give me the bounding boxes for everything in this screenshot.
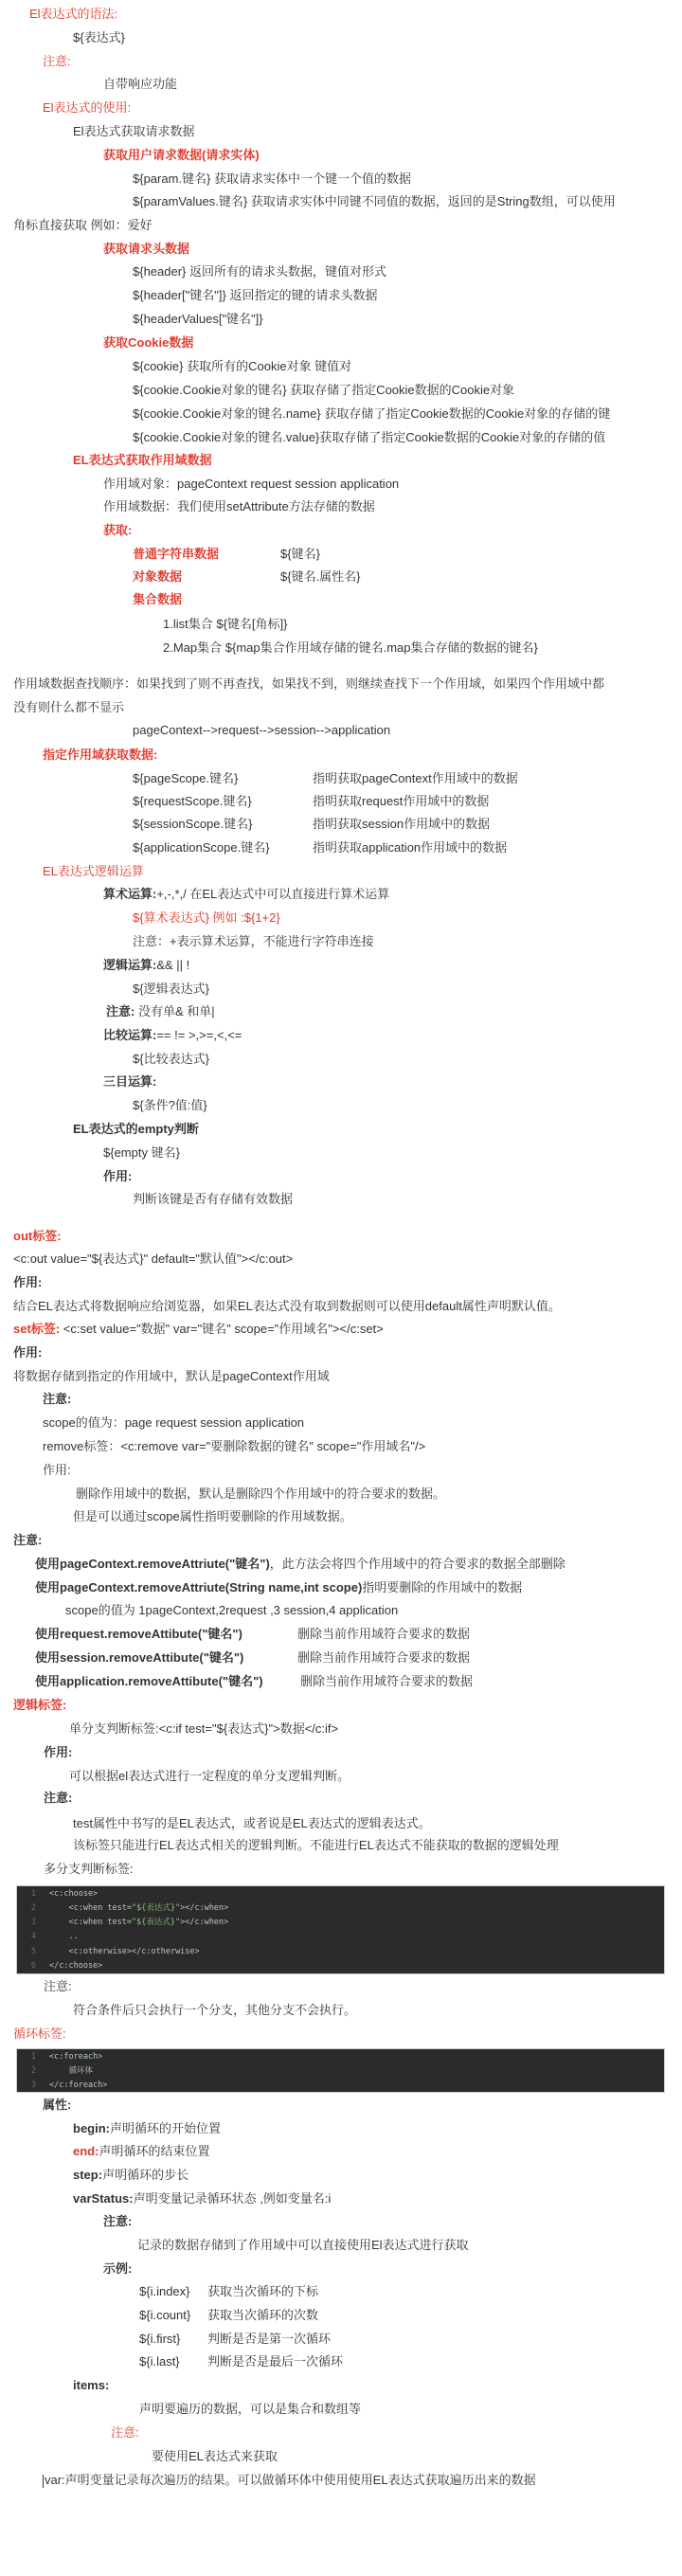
- text-line: ${cookie.Cookie对象的键名.value}获取存储了指定Cookie数据的Cookie对象的存储的值: [133, 430, 606, 444]
- text-line: 声明要遍历的数据，可以是集合和数组等: [139, 2402, 362, 2416]
- attr-end: end:声明循环的结束位置: [73, 2144, 210, 2158]
- text-line: 逻辑运算:&& || !: [103, 958, 190, 972]
- code-line: 2 循环体: [30, 2066, 93, 2076]
- text-line: ${cookie.Cookie对象的键名.name} 获取存储了指定Cookie数据的Cookie对象的存储的键: [133, 406, 611, 421]
- text-line: ${param.键名} 获取请求实体中一个键一个值的数据: [133, 171, 411, 186]
- text-line: ${empty 键名}: [103, 1145, 180, 1160]
- scope-row: ${applicationScope.键名} 指明获取application作用域中的数据: [133, 840, 508, 855]
- code-line: 1 <c:choose>: [30, 1889, 99, 1899]
- attr-var[interactable]: var:声明变量记录每次遍历的结果。可以做循环体中使用使用EL表达式获取遍历出来的数据: [45, 2473, 536, 2487]
- text-line: 1.list集合 ${键名[角标]}: [163, 617, 288, 631]
- scope-row: ${pageScope.键名} 指明获取pageContext作用域中的数据: [133, 771, 518, 785]
- text-line: 该标签只能进行EL表达式相关的逻辑判断。不能进行EL表达式不能获取的数据的逻辑处理: [73, 1838, 559, 1852]
- heading-set-tag: set标签: <c:set value="数据" var="键名" scope="作用域名"></c:set>: [13, 1322, 384, 1336]
- text-line: 角标直接获取 例如：爱好: [13, 218, 153, 232]
- text-line: 单分支判断标签:<c:if test="${表达式}">数据</c:if>: [69, 1721, 339, 1736]
- code-line: 5 <c:otherwise></c:otherwise>: [30, 1947, 200, 1956]
- text-line: scope的值为：page request session application: [43, 1415, 305, 1430]
- text-line: remove标签：<c:remove var="要删除数据的键名" scope="作用域名"/>: [43, 1439, 426, 1453]
- scope-row: ${sessionScope.键名} 指明获取session作用域中的数据: [133, 817, 491, 831]
- attr-varstatus: varStatus:声明变量记录循环状态 ,例如变量名:i: [73, 2191, 332, 2206]
- code-block-foreach: [16, 2048, 665, 2093]
- subheading: 获取请求头数据: [103, 242, 190, 256]
- heading-out-tag: out标签:: [13, 1229, 62, 1243]
- text-line: 要使用EL表达式来获取: [152, 2449, 278, 2463]
- text-line: ${cookie} 获取所有的Cookie对象 键值对: [133, 359, 352, 373]
- text-line: 注意：+表示算术运算，不能进行字符串连接: [133, 934, 374, 948]
- text-line: 没有则什么都不显示: [13, 700, 125, 714]
- text-line: 作用:: [13, 1275, 43, 1289]
- text-line: 示例:: [103, 2261, 133, 2276]
- text-line: 符合条件后只会执行一个分支，其他分支不会执行。: [73, 2003, 357, 2017]
- heading-el-syntax: El表达式的语法:: [29, 7, 118, 21]
- attr-items: items:: [73, 2378, 110, 2392]
- example-row: ${i.count} 获取当次循环的次数: [139, 2308, 319, 2322]
- text-line: test属性中书写的是EL表达式，或者说是EL表达式的逻辑表达式。: [73, 1816, 431, 1830]
- text-line: ${逻辑表达式}: [133, 982, 209, 996]
- note-label: 注意:: [43, 54, 71, 68]
- text-line: 自带响应功能: [103, 77, 178, 91]
- text-line: ${paramValues.键名} 获取请求实体中同键不同值的数据，返回的是String数组，可以使用: [133, 194, 616, 208]
- text-line: 作用域数据：我们使用setAttribute方法存储的数据: [103, 499, 375, 513]
- text-line: 三目运算:: [103, 1074, 157, 1089]
- text-line: 比较运算:== != >,>=,<,<=: [103, 1028, 242, 1042]
- remove-row: 使用session.removeAttibute("键名") 删除当前作用域符合要求的数据: [35, 1650, 471, 1665]
- example-row: ${i.last} 判断是否是最后一次循环: [139, 2354, 344, 2369]
- text-line: ${cookie.Cookie对象的键名} 获取存储了指定Cookie数据的Cookie对象: [133, 383, 515, 397]
- text-line: 删除作用域中的数据，默认是删除四个作用域中的符合要求的数据。: [76, 1486, 446, 1501]
- text-line: 算术运算:+,-,*,/ 在EL表达式中可以直接进行算术运算: [103, 887, 390, 901]
- text-line: ${headerValues["键名"]}: [133, 312, 263, 326]
- text-line: 对象数据 ${键名.属性名}: [133, 569, 361, 584]
- text-line: ${比较表达式}: [133, 1052, 209, 1066]
- remove-row: 使用request.removeAttibute("键名") 删除当前作用域符合要求的数据: [35, 1627, 471, 1641]
- text-line: 记录的数据存储到了作用域中可以直接使用El表达式进行获取: [137, 2238, 469, 2252]
- subheading: EL表达式获取作用域数据: [73, 453, 212, 467]
- text-line: 作用:: [13, 1345, 43, 1360]
- text-line: 但是可以通过scope属性指明要删除的作用域数据。: [73, 1509, 352, 1523]
- code-block-choose: [16, 1885, 665, 1974]
- text-line: 将数据存储到指定的作用域中，默认是pageContext作用域: [13, 1369, 330, 1383]
- subheading: 获取用户请求数据(请求实体): [103, 148, 260, 162]
- attr-step: step:声明循环的步长: [73, 2168, 189, 2182]
- text-line: ${header["键名"]} 返回指定的键的请求头数据: [133, 288, 378, 302]
- remove-row: 使用application.removeAttibute("键名") 删除当前作用域符合要求的数据: [35, 1674, 474, 1688]
- heading-logic-tag: 逻辑标签:: [13, 1698, 67, 1712]
- text-line: 判断该键是否有存储有效数据: [133, 1192, 294, 1206]
- text-line: 注意:: [43, 1392, 72, 1406]
- example-row: ${i.first} 判断是否是第一次循环: [139, 2332, 332, 2346]
- heading-logic-ops: EL表达式逻辑运算: [43, 864, 144, 878]
- text-line: 作用:: [43, 1463, 71, 1477]
- text-line: 集合数据: [133, 592, 183, 606]
- text-cursor: [43, 2475, 44, 2488]
- text-line: 作用域数据查找顺序：如果找到了则不再查找，如果找不到，则继续查找下一个作用域，如果四个作用域中都: [13, 676, 605, 691]
- code-line: 2 <c:when test="${表达式}"></c:when>: [30, 1903, 229, 1913]
- code-line: 3 </c:foreach>: [30, 2081, 108, 2090]
- text-line: 作用:: [44, 1745, 73, 1759]
- text-line: 注意:: [44, 1791, 73, 1805]
- text-line: ${条件?值:值}: [133, 1098, 207, 1112]
- heading-el-usage: El表达式的使用:: [43, 100, 132, 115]
- attr-begin: begin:声明循环的开始位置: [73, 2121, 222, 2135]
- text-line: 可以根据el表达式进行一定程度的单分支逻辑判断。: [69, 1769, 350, 1783]
- text-line: 2.Map集合 ${map集合作用域存储的键名.map集合存储的数据的键名}: [163, 640, 538, 655]
- subheading: 获取:: [103, 523, 133, 537]
- text-line: ${表达式}: [73, 30, 125, 45]
- text-line: 注意:: [13, 1533, 43, 1547]
- subheading: 指定作用域获取数据:: [43, 748, 158, 762]
- text-line: 使用pageContext.removeAttriute("键名")，此方法会将四个作用域中的符合要求的数据全部删除: [35, 1557, 565, 1571]
- text-line: ${算术表达式} 例如 :${1+2}: [133, 910, 280, 925]
- subheading: EL表达式的empty判断: [73, 1122, 199, 1136]
- text-line: ${header} 返回所有的请求头数据，键值对形式: [133, 264, 387, 279]
- text-line: 普通字符串数据 ${键名}: [133, 547, 320, 561]
- code-line: 6 </c:choose>: [30, 1961, 103, 1971]
- example-row: ${i.index} 获取当次循环的下标: [139, 2284, 319, 2298]
- code-line: 4 ..: [30, 1932, 79, 1941]
- text-line: <c:out value="${表达式}" default="默认值"></c:out>: [13, 1252, 294, 1266]
- text-line: 结合EL表达式将数据响应给浏览器，如果EL表达式没有取到数据则可以使用default属性声明默认值。: [13, 1299, 561, 1313]
- text-line: 属性:: [43, 2098, 72, 2112]
- text-line: 注意: 没有单& 和单|: [106, 1004, 215, 1018]
- text-line: 使用pageContext.removeAttriute(String name,int scope)指明要删除的作用域中的数据: [35, 1580, 523, 1594]
- text-line: scope的值为 1pageContext,2request ,3 session,4 application: [65, 1603, 399, 1617]
- text-line: pageContext-->request-->session-->application: [133, 723, 391, 737]
- text-line: 多分支判断标签:: [44, 1862, 134, 1876]
- code-line: 1 <c:foreach>: [30, 2052, 103, 2062]
- text-line: 作用域对象：pageContext request session application: [103, 477, 400, 491]
- scope-row: ${requestScope.键名} 指明获取request作用域中的数据: [133, 794, 490, 808]
- heading-loop-tag: 循环标签:: [13, 2027, 66, 2041]
- text-line: 作用:: [103, 1169, 133, 1183]
- text-line: 注意:: [103, 2214, 133, 2228]
- text-line: El表达式获取请求数据: [73, 124, 195, 138]
- code-line: 3 <c:when test="${表达式}"></c:when>: [30, 1918, 229, 1927]
- note-label: 注意:: [111, 2425, 139, 2440]
- text-line: 注意:: [44, 1979, 72, 1993]
- subheading: 获取Cookie数据: [103, 335, 194, 350]
